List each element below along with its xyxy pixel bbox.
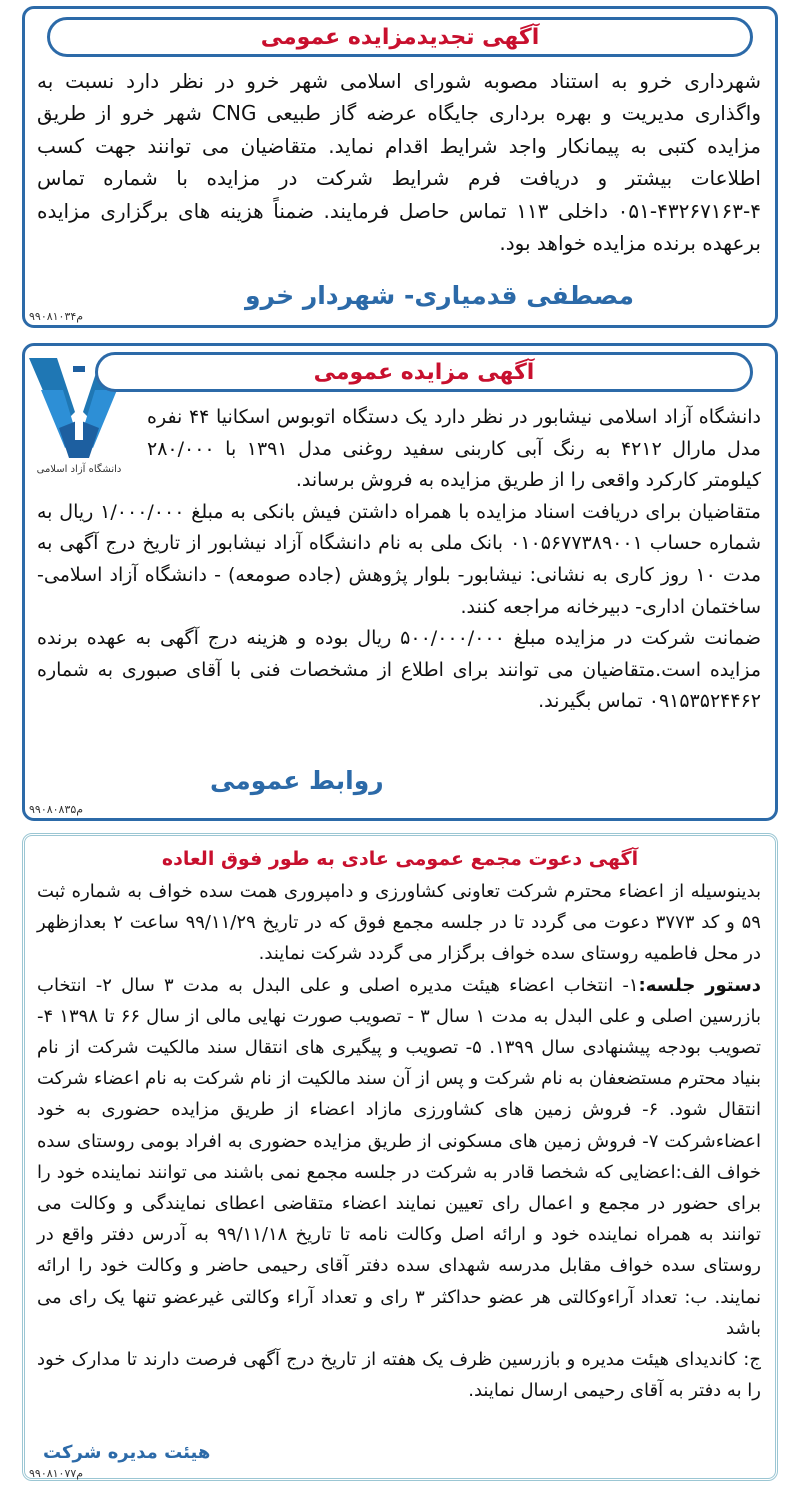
agenda-text: ۱- انتخاب اعضاء هیئت مدیره اصلی و علی البدل به مدت ۳ سال ۲- انتخاب بازرسین اصلی و علی البدل به مدت ۱ سال ۳ - تصویب صورت نهایی مالی از سال ۶۶ تا ۱۳۹۸ ۴- تصویب بودجه پیشنهادی سال ۱۳۹۹. ۵- تصویب و پیگیری های انتقال سند مالکیت شرکت از نام بنیاد محترم مستضعفان به نام شرکت و پس از آن سند مالکیت از نام شرکت به نام اعضاء شرکت انتقال شود. ۶- فروش زمین های کشاورزی مازاد اعضاء از طریق مزایده حضوری به خود اعضاءشرکت ۷- فروش زمین های مسکونی از طریق مزایده حضوری به افراد بومی روستای سده خواف الف:اعضایی که شخصا قادر به شرکت در جلسه مجمع نمی باشند می توانند نماینده خود را برای حضور در مجمع و اعمال رای تعیین نمایند اعضاء متقاضی اعطای نمایندگی و وکالت می توانند به همراه نماینده خود و ارائه اصل وکالت نامه تا تاریخ ۹۹/۱۱/۱۸ به آدرس دفتر واقع در روستای سده خواف مقابل مدرسه شهدای سده دفتر آقای رحیمی حاضر و وکالت خود را ارائه نمایند. ب: تعداد آراءوکالتی هر عضو حداکثر ۳ رای و تعداد آراء وکالتی غیرعضو تنها یک رای می باشد <box>37 974 761 1339</box>
ad-public-auction <box>22 343 778 821</box>
agenda-label: دستور جلسه: <box>638 974 762 996</box>
ad-agenda <box>37 970 761 1344</box>
ad-signature: مصطفی قدمیاری- شهردار خرو <box>245 281 634 310</box>
logo-caption: دانشگاه آزاد اسلامی <box>36 464 122 475</box>
ad-final-note: ج: کاندیدای هیئت مدیره و بازرسین ظرف یک هفته از تاریخ درج آگهی فرصت دارند تا مدارک خود را به دفتر به آقای رحیمی ارسال نمایند. <box>37 1349 761 1402</box>
ad-title-frame <box>47 17 753 57</box>
ad-body <box>37 402 761 718</box>
ad-code: م۹۹۰۸۰۸۳۵ <box>29 803 84 816</box>
ad-paragraph: متقاضیان برای دریافت اسناد مزایده با همراه داشتن فیش بانکی به مبلغ ۱/۰۰۰/۰۰۰ ریال به شماره حساب ۰۱۰۵۶۷۷۳۸۹۰۰۱ بانک ملی به نام دانشگاه آزاد نیشابور از تاریخ درج آگهی به مدت ۱۰ روز کاری به نشانی: نیشابور- بلوار پژوهش (جاده صومعه) - دانشگاه آزاد اسلامی- ساختمان اداری- دبیرخانه مراجعه کنند. <box>37 500 762 618</box>
ad-title-frame <box>95 352 753 392</box>
ad-general-assembly <box>22 833 778 1481</box>
ad-body <box>37 876 761 1406</box>
ad-intro: بدینوسیله از اعضاء محترم شرکت تعاونی کشاورزی و دامپروری همت سده خواف به شماره ثبت ۵۹ و کد ۳۷۷۳ دعوت می گردد تا در جلسه مجمع فوق که در تاریخ ۹۹/۱۱/۲۹ ساعت ۲ بعدازظهر در محل فاطمیه روستای سده خواف برگزار می گردد شرکت نمایند. <box>37 881 761 965</box>
ad-tender-renewal <box>22 6 778 328</box>
ad-title: آگهی تجدیدمزایده عمومی <box>260 25 540 50</box>
ad-paragraph: ضمانت شرکت در مزایده مبلغ ۵۰۰/۰۰۰/۰۰۰ ریال بوده و هزینه درج آگهی به عهده برنده مزایده است.متقاضیان می توانند برای اطلاع از مشخصات فنی با آقای صبوری به شماره ۰۹۱۵۳۵۲۴۴۶۲ تماس بگیرند. <box>37 627 761 713</box>
ad-body: شهرداری خرو به استناد مصوبه شورای اسلامی شهر خرو در نظر دارد نسبت به واگذاری مدیریت و بهره برداری جایگاه عرضه گاز طبیعی CNG شهر خرو از طریق مزایده کتبی به پیمانکار واجد شرایط اقدام نماید. متقاضیان می توانند جهت کسب اطلاعات بیشتر و دریافت فرم شرایط شرکت در مزایده با شماره تماس ۴-۴۳۲۶۷۱۶۳-۰۵۱ داخلی ۱۱۳ تماس حاصل فرمایند. ضمناً هزینه های برگزاری مزایده برعهده برنده مزایده خواهد بود. <box>37 69 761 256</box>
ad-code: م۹۹۰۸۱۰۳۴ <box>29 310 84 323</box>
ad-signature: روابط عمومی <box>210 766 384 795</box>
ad-title: آگهی دعوت مجمع عمومی عادی به طور فوق العاده <box>161 848 639 870</box>
ad-signature: هیئت مدیره شرکت <box>43 1442 211 1463</box>
ad-code: م۹۹۰۸۱۰۷۷ <box>29 1467 84 1480</box>
ad-title: آگهی مزایده عمومی <box>313 360 535 385</box>
ad-paragraph: دانشگاه آزاد اسلامی نیشابور در نظر دارد یک دستگاه اتوبوس اسکانیا ۴۴ نفره مدل مارال ۴۲۱۲ به رنگ آبی کاربنی سفید روغنی مدل ۱۳۹۱ با ۲۸۰/۰۰۰ کیلومتر کارکرد واقعی را از طریق مزایده به فروش برساند. <box>147 406 761 492</box>
